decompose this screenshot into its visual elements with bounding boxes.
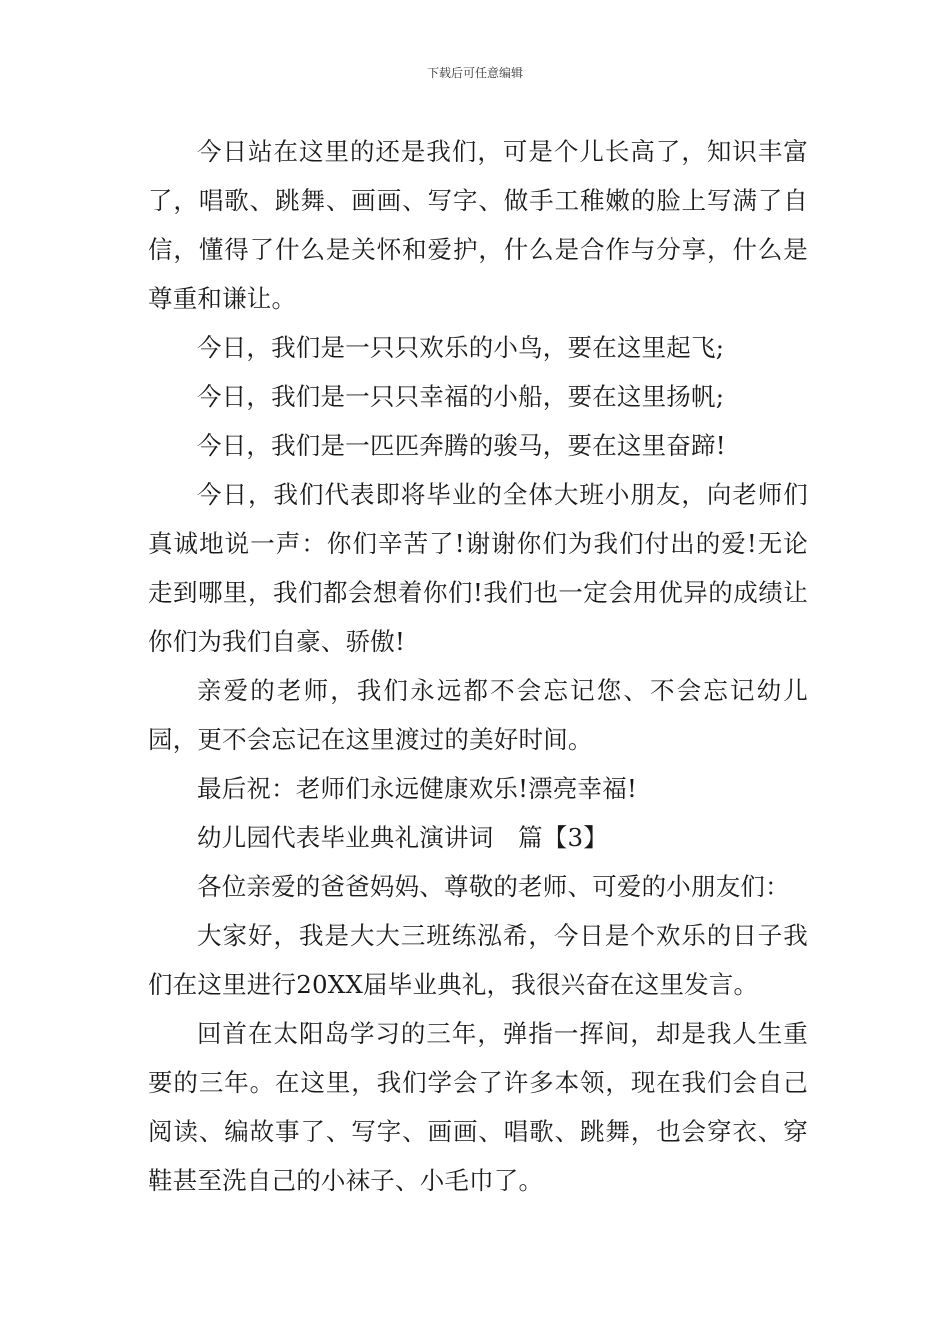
paragraph-introduction: 大家好，我是大大三班练泓希，今日是个欢乐的日子我们在这里进行20XX届毕业典礼，我很兴奋在这里发言。 <box>148 921 808 999</box>
paragraph-growth: 今日站在这里的还是我们，可是个儿长高了，知识丰富了，唱歌、跳舞、画画、写字、做手工稚嫩的脸上写满了自信，懂得了什么是关怀和爱护，什么是合作与分享，什么是尊重和谦让。 <box>148 137 808 313</box>
paragraph-looking-back: 回首在太阳岛学习的三年，弹指一挥间，却是我人生重要的三年。在这里，我们学会了许多本领，现在我们会自己阅读、编故事了、写字、画画、唱歌、跳舞，也会穿衣、穿鞋甚至洗自己的小袜子、小毛巾了。 <box>148 1019 808 1195</box>
paragraph-wishes: 最后祝：老师们永远健康欢乐!漂亮幸福! <box>197 774 637 803</box>
paragraph-never-forget: 亲爱的老师，我们永远都不会忘记您、不会忘记幼儿园，更不会忘记在这里渡过的美好时间。 <box>148 676 808 754</box>
section-heading: 幼儿园代表毕业典礼演讲词 篇【3】 <box>197 823 608 852</box>
document-body <box>148 127 808 1205</box>
paragraph-greeting: 各位亲爱的爸爸妈妈、尊敬的老师、可爱的小朋友们： <box>197 872 790 901</box>
page-header-note: 下载后可任意编辑 <box>426 66 523 80</box>
paragraph-thanks: 今日，我们代表即将毕业的全体大班小朋友，向老师们真诚地说一声：你们辛苦了!谢谢你们为我们付出的爱!无论走到哪里，我们都会想着你们!我们也一定会用优异的成绩让你们为我们自豪、骄傲! <box>148 480 808 656</box>
paragraph-boats: 今日，我们是一只只幸福的小船，要在这里扬帆; <box>197 382 725 411</box>
paragraph-birds: 今日，我们是一只只欢乐的小鸟，要在这里起飞; <box>197 333 725 362</box>
paragraph-horses: 今日，我们是一匹匹奔腾的骏马，要在这里奋蹄! <box>197 431 726 460</box>
